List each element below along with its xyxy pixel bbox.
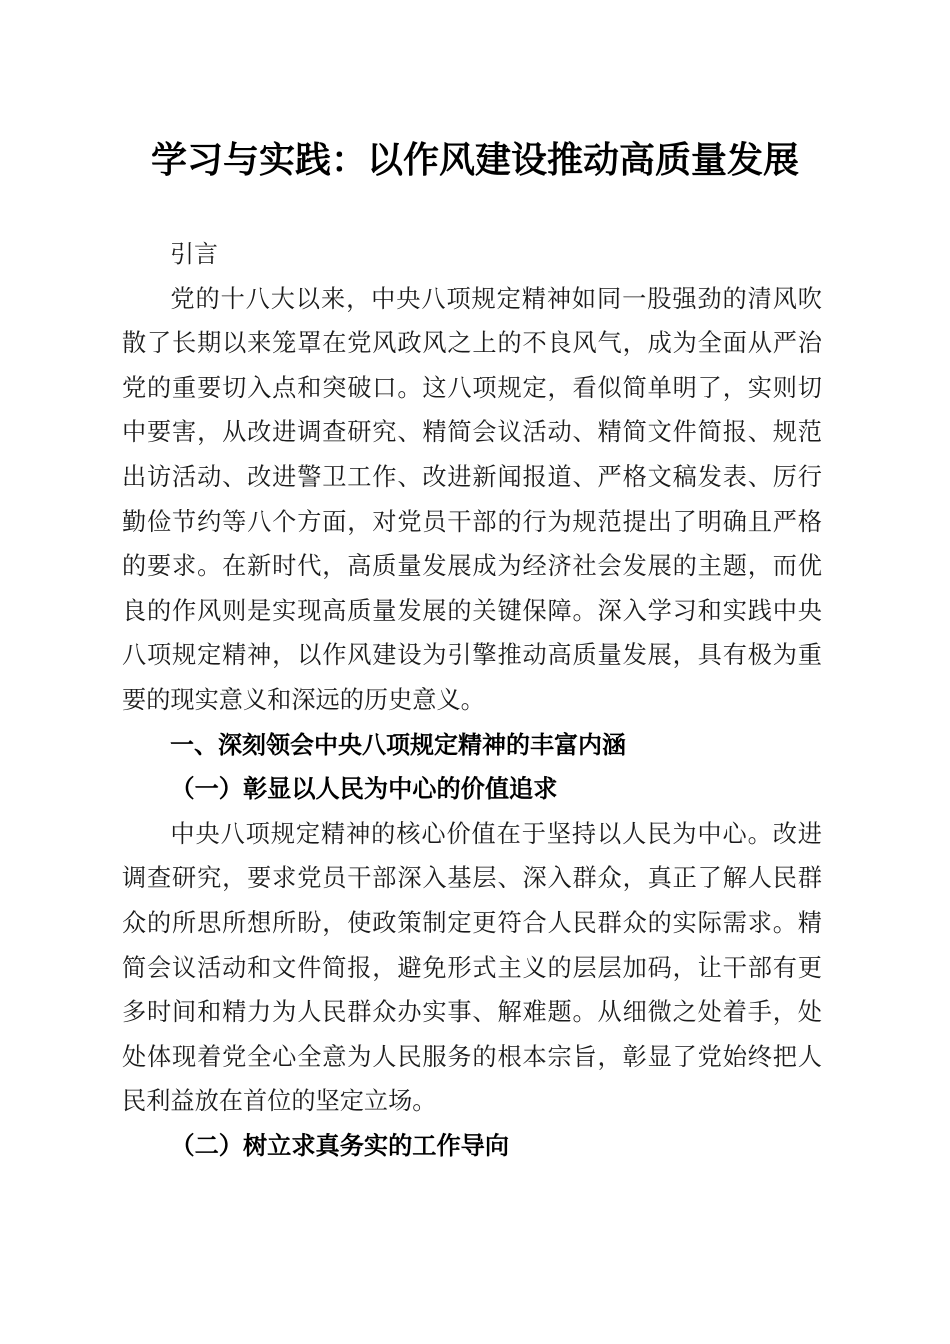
section-1-heading: 一、深刻领会中央八项规定精神的丰富内涵 — [170, 730, 626, 759]
subsection-2-heading: （二）树立求真务实的工作导向 — [170, 1130, 510, 1160]
subsection-1-paragraph: 中央八项规定精神的核心价值在于坚持以人民为中心。改进调查研究，要求党员干部深入基层、深入群众，真正了解人民群众的所思所想所盼，使政策制定更符合人民群众的实际需求。精简会议活动和文件简报，避免形式主义的层层加码，让干部有更多时间和精力为人民群众办实事、解难题。从细微之处着手，处处体现着党全心全意为人民服务的根本宗旨，彰显了党始终把人民利益放在首位的坚定立场。 — [122, 819, 822, 1116]
intro-label: 引言 — [170, 240, 218, 268]
document-title: 学习与实践：以作风建设推动高质量发展 — [150, 139, 799, 181]
document-body — [122, 232, 822, 1168]
subsection-1-heading: （一）彰显以人民为中心的价值追求 — [170, 774, 558, 804]
intro-paragraph: 党的十八大以来，中央八项规定精神如同一股强劲的清风吹散了长期以来笼罩在党风政风之上的不良风气，成为全面从严治党的重要切入点和突破口。这八项规定，看似简单明了，实则切中要害，从改进调查研究、精简会议活动、精简文件简报、规范出访活动、改进警卫工作、改进新闻报道、严格文稿发表、厉行勤俭节约等八个方面，对党员干部的行为规范提出了明确且严格的要求。在新时代，高质量发展成为经济社会发展的主题，而优良的作风则是实现高质量发展的关键保障。深入学习和实践中央八项规定精神，以作风建设为引擎推动高质量发展，具有极为重要的现实意义和深远的历史意义。 — [122, 284, 822, 714]
